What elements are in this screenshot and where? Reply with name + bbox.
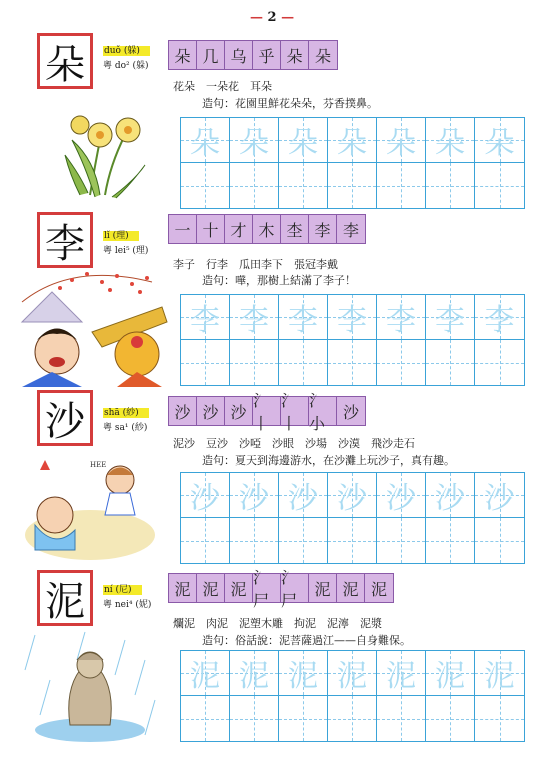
example-sentence: 造句：花園里鮮花朵朵，芬香撲鼻。 bbox=[202, 97, 378, 110]
stroke-step: 氵丨 bbox=[253, 397, 281, 425]
stroke-step: 氵丨 bbox=[281, 397, 309, 425]
pinyin-label: shā (紗) bbox=[103, 405, 149, 418]
practice-cell[interactable]: 朵 bbox=[328, 118, 377, 163]
practice-cell[interactable] bbox=[426, 518, 475, 563]
practice-cell[interactable] bbox=[230, 340, 279, 385]
stroke-order bbox=[168, 214, 366, 244]
practice-cell[interactable] bbox=[328, 340, 377, 385]
stroke-step: 泥 bbox=[337, 574, 365, 602]
stroke-step: 李 bbox=[309, 215, 337, 243]
practice-cell[interactable] bbox=[279, 340, 328, 385]
cantonese-label: 粵 nei⁴ (妮) bbox=[103, 600, 152, 610]
practice-cell[interactable] bbox=[328, 163, 377, 208]
children-playing-sand-illustration bbox=[15, 455, 165, 565]
writing-grid[interactable] bbox=[180, 472, 525, 564]
stroke-step: 才 bbox=[225, 215, 253, 243]
stroke-step: 一 bbox=[169, 215, 197, 243]
practice-cell[interactable] bbox=[475, 340, 524, 385]
stroke-step: 沙 bbox=[169, 397, 197, 425]
practice-cell[interactable]: 沙 bbox=[475, 473, 524, 518]
stroke-step: 沙 bbox=[337, 397, 365, 425]
practice-cell[interactable]: 李 bbox=[377, 295, 426, 340]
practice-cell[interactable] bbox=[475, 163, 524, 208]
vocabulary: 泥沙 豆沙 沙啞 沙眼 沙場 沙漠 飛沙走石 bbox=[173, 437, 415, 450]
practice-cell[interactable] bbox=[377, 518, 426, 563]
pinyin-label: ní (尼) bbox=[103, 582, 142, 595]
headword: 泥 bbox=[37, 570, 93, 626]
practice-cell[interactable]: 沙 bbox=[279, 473, 328, 518]
practice-cell[interactable]: 沙 bbox=[377, 473, 426, 518]
practice-cell[interactable] bbox=[181, 163, 230, 208]
practice-cell[interactable] bbox=[181, 518, 230, 563]
practice-cell[interactable] bbox=[279, 518, 328, 563]
example-sentence: 造句：夏天到海邊游水，在沙灘上玩沙子，真有趣。 bbox=[202, 454, 455, 467]
practice-cell[interactable]: 朵 bbox=[181, 118, 230, 163]
practice-cell[interactable]: 泥 bbox=[279, 651, 328, 696]
pinyin-label: duǒ (躲) bbox=[103, 43, 150, 56]
practice-cell[interactable]: 泥 bbox=[377, 651, 426, 696]
practice-cell[interactable] bbox=[230, 163, 279, 208]
stroke-step: 李 bbox=[337, 215, 365, 243]
practice-cell[interactable]: 沙 bbox=[328, 473, 377, 518]
practice-cell[interactable]: 李 bbox=[230, 295, 279, 340]
stroke-order bbox=[168, 568, 394, 610]
cantonese-label: 粵 sa¹ (紗) bbox=[103, 423, 148, 433]
practice-cell[interactable]: 李 bbox=[328, 295, 377, 340]
stroke-step: 木 bbox=[253, 215, 281, 243]
practice-cell[interactable] bbox=[377, 163, 426, 208]
practice-cell[interactable]: 朵 bbox=[279, 118, 328, 163]
svg-text:HEE: HEE bbox=[90, 461, 107, 469]
practice-cell[interactable]: 李 bbox=[475, 295, 524, 340]
stroke-step: 泥 bbox=[197, 574, 225, 602]
practice-cell[interactable]: 李 bbox=[279, 295, 328, 340]
stroke-step: 十 bbox=[197, 215, 225, 243]
practice-cell[interactable] bbox=[426, 163, 475, 208]
stroke-step: 氵小 bbox=[309, 397, 337, 425]
example-sentence: 造句：俗話說：泥菩薩過江——自身難保。 bbox=[202, 634, 411, 647]
practice-cell[interactable] bbox=[475, 696, 524, 741]
practice-cell[interactable] bbox=[426, 340, 475, 385]
practice-cell[interactable] bbox=[230, 518, 279, 563]
stroke-step: 乌 bbox=[225, 41, 253, 69]
practice-cell[interactable]: 朵 bbox=[377, 118, 426, 163]
stroke-order bbox=[168, 40, 338, 70]
stroke-step: 泥 bbox=[309, 574, 337, 602]
pinyin-label: lǐ (理) bbox=[103, 228, 139, 241]
practice-cell[interactable]: 李 bbox=[181, 295, 230, 340]
stroke-step: 朵 bbox=[309, 41, 337, 69]
stroke-step: 朵 bbox=[169, 41, 197, 69]
vocabulary: 李子 行李 瓜田李下 張冠李戴 bbox=[173, 258, 338, 271]
example-sentence: 造句：嘩，那樹上結滿了李子！ bbox=[202, 274, 356, 287]
practice-cell[interactable]: 泥 bbox=[328, 651, 377, 696]
practice-cell[interactable] bbox=[328, 518, 377, 563]
stroke-step: 朵 bbox=[281, 41, 309, 69]
vocabulary: 花朵 一朵花 耳朵 bbox=[173, 80, 272, 93]
page-number: — 2 — bbox=[250, 10, 295, 25]
practice-cell[interactable]: 泥 bbox=[475, 651, 524, 696]
stroke-step: 泥 bbox=[225, 574, 253, 602]
practice-cell[interactable]: 朵 bbox=[475, 118, 524, 163]
practice-cell[interactable]: 朵 bbox=[230, 118, 279, 163]
practice-cell[interactable] bbox=[328, 696, 377, 741]
stroke-step: 沙 bbox=[197, 397, 225, 425]
stroke-step: 泥 bbox=[365, 574, 393, 602]
flower-illustration bbox=[50, 105, 160, 200]
practice-cell[interactable] bbox=[279, 163, 328, 208]
writing-grid[interactable] bbox=[180, 117, 525, 209]
practice-cell[interactable] bbox=[279, 696, 328, 741]
stroke-step: 乎 bbox=[253, 41, 281, 69]
stroke-step: 几 bbox=[197, 41, 225, 69]
stroke-step: 杢 bbox=[281, 215, 309, 243]
practice-cell[interactable]: 沙 bbox=[181, 473, 230, 518]
clay-bodhisattva-illustration bbox=[15, 630, 165, 745]
practice-cell[interactable] bbox=[181, 696, 230, 741]
practice-cell[interactable] bbox=[181, 340, 230, 385]
practice-cell[interactable] bbox=[230, 696, 279, 741]
practice-cell[interactable]: 李 bbox=[426, 295, 475, 340]
stroke-step: 泥 bbox=[169, 574, 197, 602]
practice-cell[interactable]: 朵 bbox=[426, 118, 475, 163]
practice-cell[interactable]: 沙 bbox=[230, 473, 279, 518]
practice-cell[interactable]: 泥 bbox=[181, 651, 230, 696]
practice-cell[interactable]: 泥 bbox=[230, 651, 279, 696]
writing-grid[interactable] bbox=[180, 650, 525, 742]
writing-grid[interactable] bbox=[180, 294, 525, 386]
headword: 沙 bbox=[37, 390, 93, 446]
practice-cell[interactable]: 泥 bbox=[426, 651, 475, 696]
headword: 朵 bbox=[37, 33, 93, 89]
stroke-step: 沙 bbox=[225, 397, 253, 425]
boy-and-plum-tree-illustration bbox=[12, 262, 172, 387]
cantonese-label: 粵 do² (躲) bbox=[103, 61, 149, 71]
practice-cell[interactable] bbox=[475, 518, 524, 563]
practice-cell[interactable]: 沙 bbox=[426, 473, 475, 518]
cantonese-label: 粵 lei⁵ (理) bbox=[103, 246, 149, 256]
headword: 李 bbox=[37, 212, 93, 268]
practice-cell[interactable] bbox=[426, 696, 475, 741]
stroke-order bbox=[168, 391, 366, 433]
stroke-step: 氵尸 bbox=[281, 574, 309, 602]
practice-cell[interactable] bbox=[377, 340, 426, 385]
vocabulary: 爛泥 肉泥 泥塑木雕 拘泥 泥濘 泥漿 bbox=[173, 617, 382, 630]
stroke-step: 氵尸 bbox=[253, 574, 281, 602]
practice-cell[interactable] bbox=[377, 696, 426, 741]
